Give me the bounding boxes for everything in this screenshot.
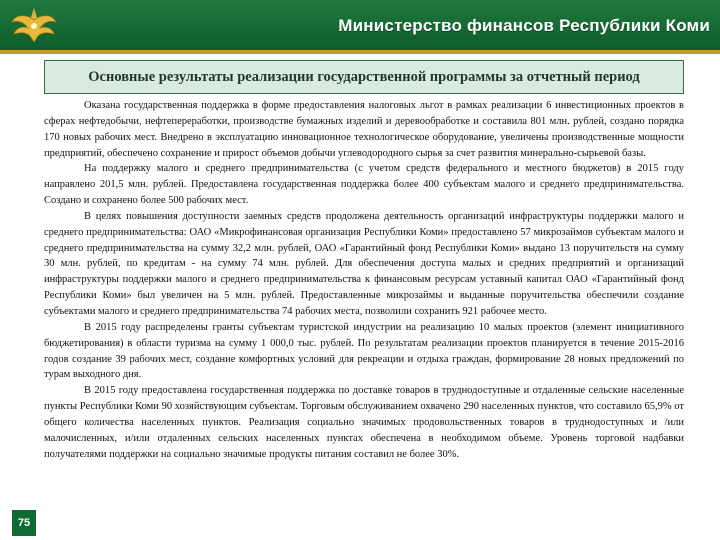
slide-title-box: [44, 60, 684, 94]
paragraph-tourism-grants: В 2015 году распределены гранты субъектам туристской индустрии на реализацию 10 малых проектов (элемент инициативного бюджетирования) в области туризма на сумму 1 000,0 тыс. рублей. По результатам реализации проектов планируется в течение 2015-2016 годов создание 39 рабочих мест, создание комфортных условий для рекреации и отдыха граждан, формирование 28 новых предложений по турам выходного дня.: [44, 321, 684, 381]
header-divider: [0, 50, 720, 54]
left-margin: [0, 54, 44, 540]
paragraph-small-business: На поддержку малого и среднего предпринимательства (с учетом средств федерального и местного бюджетов) в 2015 году направлено 201,5 млн. рублей. Предоставлена государственная поддержка более 400 субъектам малого и среднего предпринимательства. Создано и сохранено более 500 рабочих мест.: [44, 163, 684, 207]
komi-emblem-icon: [8, 4, 60, 48]
ministry-title: Министерство финансов Республики Коми: [338, 16, 710, 35]
paragraph-infrastructure: В целях повышения доступности заемных средств продолжена деятельность организаций инфраструктуры поддержки малого и среднего предпринимательства: ОАО «Микрофинансовая организация Республики Коми» предоставлено 57 микрозаймов субъектам малого и среднего предпринимательства на сумму 32,2 млн. рублей, ОАО «Гарантийный фонд Республики Коми» выдано 13 поручительств на сумму 30 млн. рублей, по кредитам - на сумму 74 млн. рублей. Для обеспечения доступа малых и средних предприятий и организаций инфраструктуры поддержки малого и среднего предпринимательства к финансовым ресурсам уставный капитал ОАО «Гарантийный фонд Республики Коми» был увеличен на 5 млн. рублей. Предоставленные микрозаймы и выданные поручительства обеспечили создание субъектами малого и среднего предпринимательства 74 рабочих места, позволили сохранить 921 рабочее место.: [44, 210, 684, 317]
page-number: 75: [12, 510, 36, 536]
slide-title: Основные результаты реализации государственной программы за отчетный период: [88, 68, 640, 85]
body-text: [44, 98, 684, 530]
paragraph-goods-delivery: В 2015 году предоставлена государственная поддержка по доставке товаров в труднодоступные и отдаленные сельские населенные пункты Республики Коми 90 хозяйствующим субъектам. Торговым обслуживанием охвачено 290 населенных пунктов, что составило 65,9% от общего количества населенных пунктов. Реализация социально значимых продовольственных товаров в труднодоступных и /или малочисленных, и/или отдаленных сельских населенных пунктах обеспечена в необходимом объеме. Уровень торговой надбавки получателями поддержки на социально значимые продукты питания составил не более 30%.: [44, 385, 684, 460]
header-bar: [0, 0, 720, 52]
paragraph-tax-benefits: Оказана государственная поддержка в форме предоставления налоговых льгот в рамках реализации 6 инвестиционных проектов в сферах нефтедобычи, нефтепереработки, производстве бумажных изделий и деревообработке и составила 801 млн. рублей, создано порядка 170 новых рабочих мест. Внедрено в эксплуатацию инновационное технологическое оборудование, увеличены производственные мощности предприятий, обеспечено сохранение и прирост объемов добычи углеводородного сырья за счет развития минерально-сырьевой базы.: [44, 100, 684, 159]
